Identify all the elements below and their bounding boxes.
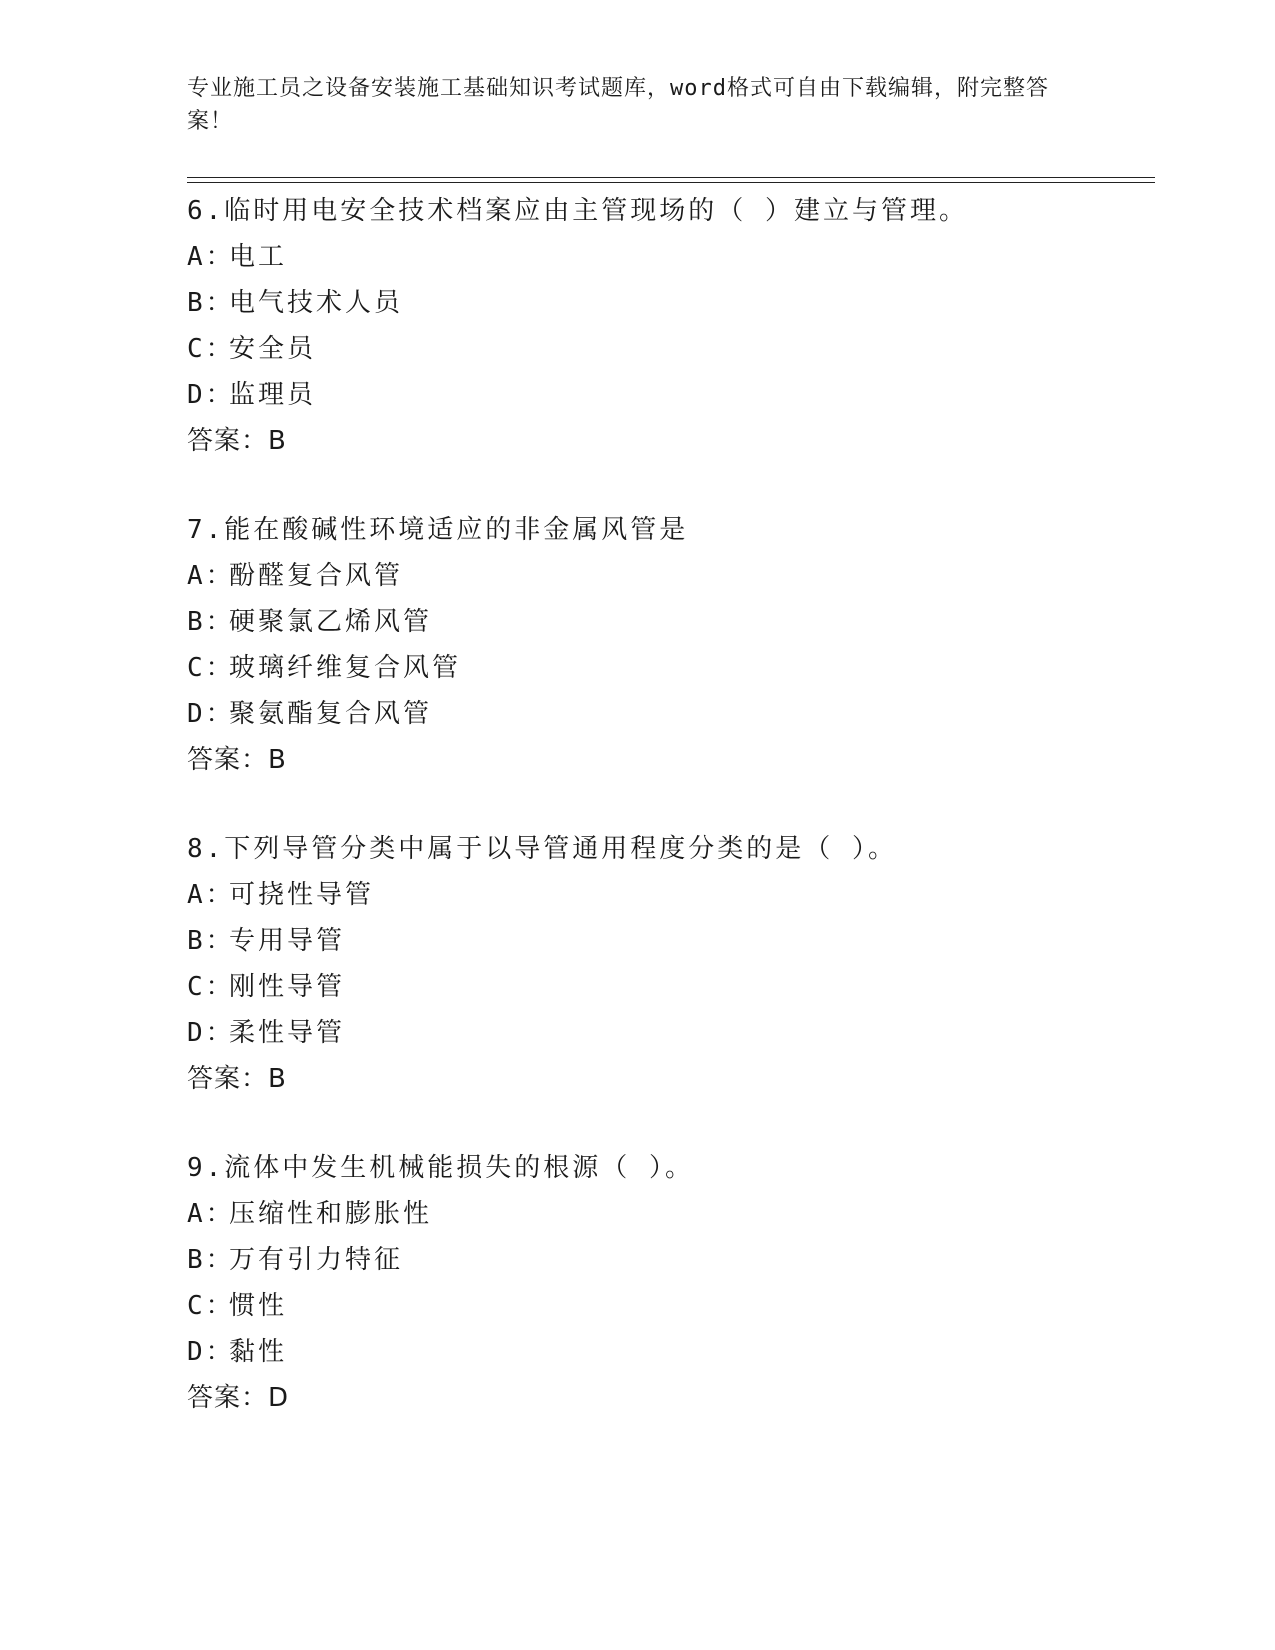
answer-line: 答案：B [187, 745, 287, 775]
option-c [187, 964, 1155, 1010]
question-stem: 9.流体中发生机械能损失的根源（ ）。 [187, 1153, 694, 1183]
option-key: D： [187, 699, 235, 729]
option-b [187, 599, 1155, 645]
option-key: C： [187, 1291, 235, 1321]
answer-line: 答案：B [187, 1064, 287, 1094]
option-key: C： [187, 972, 235, 1002]
option-text: 安全员 [229, 334, 317, 364]
option-text: 电气技术人员 [229, 288, 404, 318]
option-key: D： [187, 1337, 235, 1367]
option-text: 惯性 [229, 1291, 288, 1321]
question-9 [187, 1145, 1155, 1464]
option-d [187, 372, 1155, 418]
option-key: C： [187, 653, 235, 683]
option-text: 黏性 [229, 1337, 288, 1367]
option-key: A： [187, 242, 235, 272]
option-d [187, 1010, 1155, 1056]
option-key: B： [187, 926, 235, 956]
question-stem: 8.下列导管分类中属于以导管通用程度分类的是（ ）。 [187, 834, 897, 864]
option-c [187, 326, 1155, 372]
option-key: A： [187, 1199, 235, 1229]
option-text: 聚氨酯复合风管 [229, 699, 433, 729]
option-key: D： [187, 380, 235, 410]
document-header: 专业施工员之设备安装施工基础知识考试题库，word格式可自由下载编辑，附完整答案！ [187, 76, 1049, 134]
option-key: B： [187, 1245, 235, 1275]
option-key: B： [187, 607, 235, 637]
option-text: 万有引力特征 [229, 1245, 404, 1275]
option-d [187, 691, 1155, 737]
option-text: 酚醛复合风管 [229, 561, 404, 591]
option-text: 压缩性和膨胀性 [229, 1199, 433, 1229]
option-a [187, 872, 1155, 918]
option-text: 专用导管 [229, 926, 346, 956]
question-list [187, 188, 1155, 1464]
option-key: A： [187, 880, 235, 910]
question-stem: 7.能在酸碱性环境适应的非金属风管是 [187, 515, 689, 545]
option-b [187, 280, 1155, 326]
option-key: C： [187, 334, 235, 364]
option-b [187, 1237, 1155, 1283]
option-text: 柔性导管 [229, 1018, 346, 1048]
header-divider-top [187, 177, 1155, 178]
option-text: 监理员 [229, 380, 317, 410]
option-b [187, 918, 1155, 964]
option-key: D： [187, 1018, 235, 1048]
option-text: 可挠性导管 [229, 880, 375, 910]
option-text: 玻璃纤维复合风管 [229, 653, 462, 683]
option-text: 刚性导管 [229, 972, 346, 1002]
option-d [187, 1329, 1155, 1375]
question-6 [187, 188, 1155, 507]
question-7 [187, 507, 1155, 826]
option-text: 电工 [229, 242, 288, 272]
answer-line: 答案：B [187, 426, 287, 456]
option-key: B： [187, 288, 235, 318]
question-stem: 6.临时用电安全技术档案应由主管现场的（ ）建立与管理。 [187, 196, 968, 226]
option-a [187, 234, 1155, 280]
option-c [187, 1283, 1155, 1329]
option-a [187, 553, 1155, 599]
answer-line: 答案：D [187, 1383, 290, 1413]
option-a [187, 1191, 1155, 1237]
question-8 [187, 826, 1155, 1145]
option-text: 硬聚氯乙烯风管 [229, 607, 433, 637]
header-divider-bottom [187, 182, 1155, 183]
option-c [187, 645, 1155, 691]
option-key: A： [187, 561, 235, 591]
